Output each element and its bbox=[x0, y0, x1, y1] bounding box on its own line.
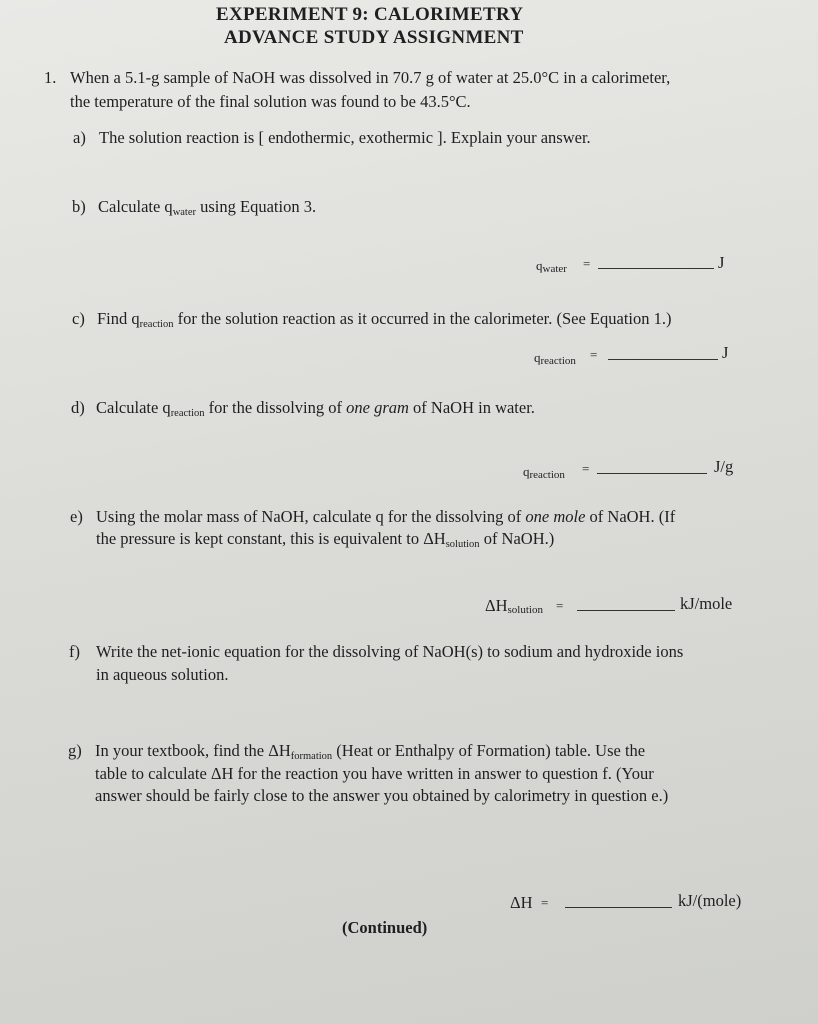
part-g-line1: In your textbook, find the $\Delta H_{formation}$ (Heat or Enthalpy of Formation) table. Use the bbox=[95, 741, 646, 762]
part-a-letter: a) bbox=[73, 128, 86, 147]
part-g-line3: answer should be fairly close to the answer you obtained by calorimetry in question e.) bbox=[95, 786, 669, 805]
part-b-equals: = bbox=[583, 256, 591, 271]
part-e-letter: e) bbox=[70, 507, 83, 526]
part-e-line2: the pressure is kept constant, this is equivalent to $\Delta H_{solution}$ of NaOH.) bbox=[96, 529, 555, 550]
part-g-line2: table to calculate ΔH for the reaction you have written in answer to question f. (Your bbox=[95, 764, 654, 783]
part-c-answer-blank[interactable] bbox=[608, 347, 718, 360]
part-b-answer-blank[interactable] bbox=[598, 256, 714, 269]
question-number: 1. bbox=[44, 68, 57, 87]
part-b-unit: J bbox=[718, 253, 725, 272]
part-f-line2: in aqueous solution. bbox=[96, 665, 229, 684]
part-f-letter: f) bbox=[69, 642, 80, 661]
part-c-unit: J bbox=[722, 343, 729, 362]
part-b-letter: b) bbox=[72, 197, 86, 216]
part-a-text: The solution reaction is [ endothermic, exothermic ]. Explain your answer. bbox=[99, 128, 591, 147]
part-e-answer-blank[interactable] bbox=[577, 598, 675, 611]
part-c-equals: = bbox=[590, 347, 598, 362]
part-g-equals: = bbox=[541, 895, 549, 910]
question-intro-line2: the temperature of the final solution was found to be 43.5°C. bbox=[70, 92, 471, 111]
page-title: EXPERIMENT 9: CALORIMETRY bbox=[216, 4, 524, 25]
part-d-letter: d) bbox=[71, 398, 85, 417]
page-subtitle: ADVANCE STUDY ASSIGNMENT bbox=[224, 27, 524, 48]
part-f-line1: Write the net-ionic equation for the dissolving of NaOH(s) to sodium and hydroxide ions bbox=[96, 642, 684, 661]
part-d-text: Calculate $q_{reaction}$ for the dissolving of one gram of NaOH in water. bbox=[96, 398, 535, 419]
continued-note: (Continued) bbox=[342, 918, 428, 937]
part-c-letter: c) bbox=[72, 309, 85, 328]
part-b-answer-label: qwater bbox=[536, 258, 567, 275]
part-e-unit: kJ/mole bbox=[680, 594, 733, 613]
part-e-line1: Using the molar mass of NaOH, calculate q for the dissolving of one mole of NaOH. (If bbox=[96, 507, 676, 526]
part-d-answer-blank[interactable] bbox=[597, 461, 707, 474]
part-d-equals: = bbox=[582, 461, 590, 476]
part-e-equals: = bbox=[556, 598, 564, 613]
part-g-answer-label: ΔH bbox=[510, 893, 533, 912]
question-intro-line1: When a 5.1-g sample of NaOH was dissolved in 70.7 g of water at 25.0°C in a calorimeter, bbox=[70, 68, 671, 87]
part-d-answer-label: qreaction bbox=[523, 464, 565, 481]
part-g-unit: kJ/(mole) bbox=[678, 891, 742, 910]
part-b-text: Calculate $q_{water}$ using Equation 3. bbox=[98, 197, 317, 218]
part-c-answer-label: qreaction bbox=[534, 350, 576, 367]
part-g-letter: g) bbox=[68, 741, 82, 760]
part-e-answer-label: ΔHsolution bbox=[485, 596, 543, 616]
part-c-text: Find $q_{reaction}$ for the solution reaction as it occurred in the calorimeter. (See Equation 1.) bbox=[97, 309, 672, 330]
part-d-unit: J/g bbox=[714, 457, 734, 476]
part-g-answer-blank[interactable] bbox=[565, 895, 672, 908]
